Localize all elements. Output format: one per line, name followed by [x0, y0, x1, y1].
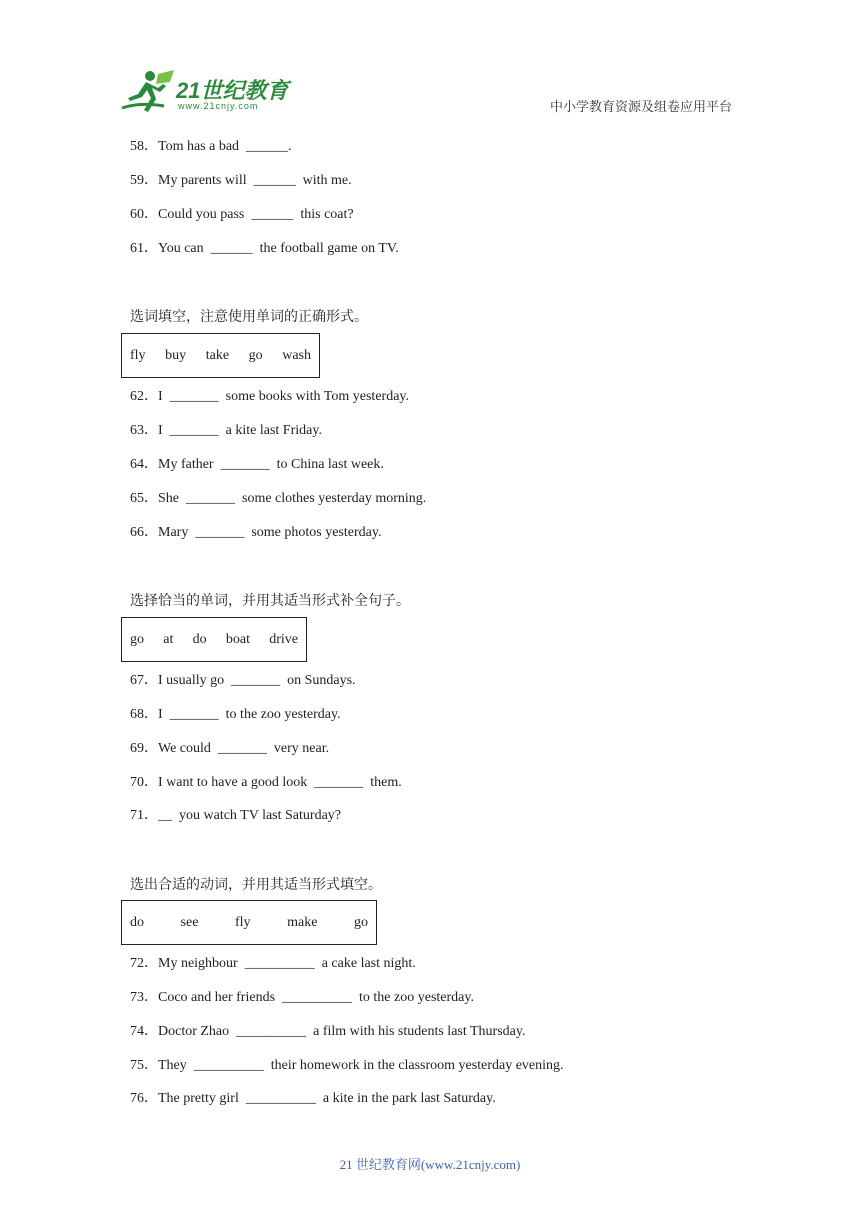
question-75: 75．They __________ their homework in the classroom yesterday evening.: [130, 1058, 564, 1073]
section-title-1: 选词填空，注意使用单词的正确形式。: [130, 309, 368, 325]
word-box-1: [121, 333, 320, 378]
word-item: see: [180, 914, 199, 930]
word-item: fly: [234, 914, 251, 930]
question-66: 66．Mary _______ some photos yesterday.: [130, 525, 382, 540]
section-title-2: 选择恰当的单词，并用其适当形式补全句子。: [130, 593, 410, 609]
question-71: 71．__ you watch TV last Saturday?: [130, 808, 342, 823]
logo-text: 21世纪教育: [176, 78, 289, 103]
question-63: 63．I _______ a kite last Friday.: [130, 423, 322, 438]
word-item: at: [163, 631, 174, 647]
word-item: fly: [130, 347, 146, 363]
word-item: do: [130, 914, 144, 930]
question-74: 74．Doctor Zhao __________ a film with his students last Thursday.: [130, 1024, 526, 1039]
logo-url: www.21cnjy.com: [178, 101, 259, 111]
word-item: go: [353, 914, 368, 930]
question-59: 59．My parents will ______ with me.: [130, 173, 352, 188]
word-box-2: [121, 617, 307, 662]
word-item: go: [248, 347, 263, 363]
word-item: boat: [225, 631, 250, 647]
word-box-3: [121, 900, 377, 945]
question-65: 65．She _______ some clothes yesterday morning.: [130, 491, 427, 506]
question-64: 64．My father _______ to China last week.: [130, 457, 384, 472]
logo: [120, 68, 290, 118]
word-item: make: [287, 914, 318, 930]
question-73: 73．Coco and her friends __________ to the zoo yesterday.: [130, 990, 474, 1005]
word-item: do: [192, 631, 207, 647]
word-item: go: [130, 631, 144, 647]
page-footer: 21 世纪教育网(www.21cnjy.com): [339, 1157, 521, 1172]
word-item: take: [205, 347, 230, 363]
question-58: 58．Tom has a bad ______.: [130, 139, 292, 154]
question-60: 60．Could you pass ______ this coat?: [130, 207, 354, 222]
question-76: 76．The pretty girl __________ a kite in the park last Saturday.: [130, 1091, 496, 1106]
word-item: buy: [165, 347, 187, 363]
word-item: drive: [269, 631, 298, 647]
question-72: 72．My neighbour __________ a cake last night.: [130, 956, 416, 971]
question-67: 67．I usually go _______ on Sundays.: [130, 673, 356, 688]
page-header: [0, 0, 860, 125]
question-62: 62．I _______ some books with Tom yesterday.: [130, 389, 409, 404]
section-title-3: 选出合适的动词，并用其适当形式填空。: [130, 877, 382, 893]
question-70: 70．I want to have a good look _______ them.: [130, 775, 402, 790]
header-tagline: 中小学教育资源及组卷应用平台: [549, 100, 732, 115]
question-69: 69．We could _______ very near.: [130, 741, 330, 756]
question-61: 61．You can ______ the football game on TV.: [130, 241, 399, 256]
word-item: wash: [282, 347, 311, 363]
runner-icon: [120, 68, 180, 116]
question-68: 68．I _______ to the zoo yesterday.: [130, 707, 341, 722]
